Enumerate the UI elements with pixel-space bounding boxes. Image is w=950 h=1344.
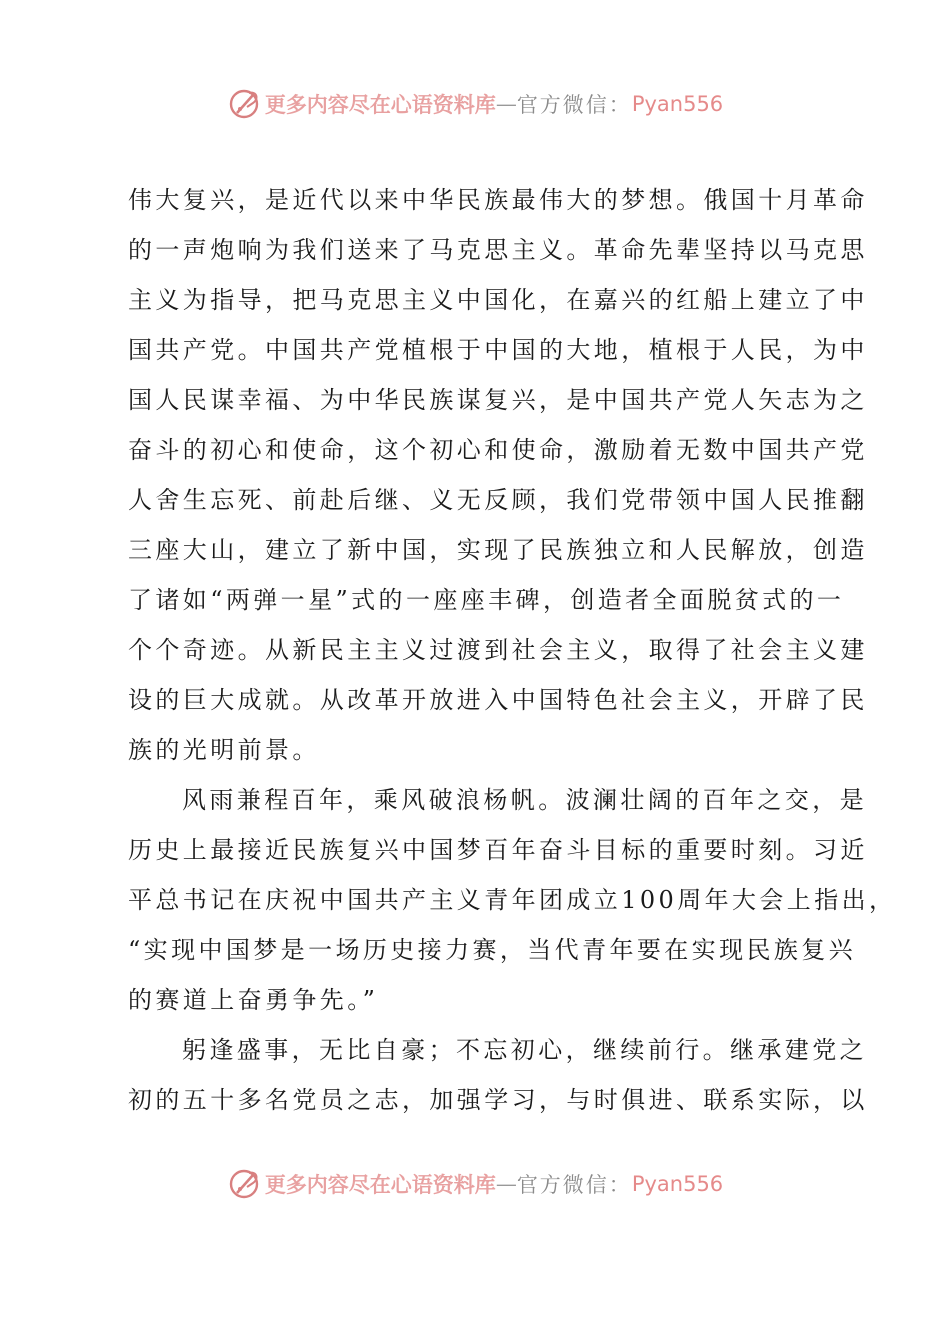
header-brand-text: 更多内容尽在心语资料库 <box>264 92 496 117</box>
header-official-label: 官方微信： <box>516 93 632 117</box>
text-line: 奋斗的初心和使命，这个初心和使命，激励着无数中国共产党 <box>128 436 868 464</box>
text-line: 个个奇迹。从新民主主义过渡到社会主义，取得了社会主义建 <box>128 636 868 664</box>
document-body <box>128 175 897 1125</box>
text-line: 初的五十多名党员之志，加强学习，与时俱进、联系实际，以 <box>128 1086 868 1114</box>
text-line: 伟大复兴，是近代以来中华民族最伟大的梦想。俄国十月革命 <box>128 186 868 214</box>
text-line: 设的巨大成就。从改革开放进入中国特色社会主义，开辟了民 <box>128 686 868 714</box>
text-line: 了诸如“两弹一星”式的一座座丰碑，创造者全面脱贫式的一 <box>128 586 845 614</box>
text-line: 主义为指导，把马克思主义中国化，在嘉兴的红船上建立了中 <box>128 286 868 314</box>
text-line: 三座大山，建立了新中国，实现了民族独立和人民解放，创造 <box>128 536 868 564</box>
text-line: 平总书记在庆祝中国共产主义青年团成立100周年大会上指出， <box>128 886 897 914</box>
footer-wechat-id: Pyan556 <box>631 1172 724 1196</box>
header-banner <box>0 84 950 124</box>
quill-logo-icon <box>227 1167 261 1201</box>
text-line: 族的光明前景。 <box>128 736 320 764</box>
text-line: 人舍生忘死、前赴后继、义无反顾，我们党带领中国人民推翻 <box>128 486 868 514</box>
footer-banner <box>0 1164 950 1204</box>
paragraph-start-line: 风雨兼程百年，乘风破浪杨帆。波澜壮阔的百年之交，是 <box>182 786 867 814</box>
footer-separator: — <box>495 1172 517 1196</box>
header-wechat-id: Pyan556 <box>631 92 724 116</box>
text-line: 国人民谋幸福、为中华民族谋复兴，是中国共产党人矢志为之 <box>128 386 868 414</box>
text-line: 历史上最接近民族复兴中国梦百年奋斗目标的重要时刻。习近 <box>128 836 868 864</box>
header-separator: — <box>495 92 517 116</box>
text-line: 的赛道上奋勇争先。” <box>128 986 379 1014</box>
text-line: 的一声炮响为我们送来了马克思主义。革命先辈坚持以马克思 <box>128 236 868 264</box>
footer-brand-text: 更多内容尽在心语资料库 <box>264 1172 496 1197</box>
paragraph-start-line: 躬逢盛事，无比自豪；不忘初心，继续前行。继承建党之 <box>182 1036 867 1064</box>
text-line: “实现中国梦是一场历史接力赛，当代青年要在实现民族复兴 <box>128 936 857 964</box>
footer-official-label: 官方微信： <box>516 1173 632 1197</box>
text-line: 国共产党。中国共产党植根于中国的大地，植根于人民，为中 <box>128 336 868 364</box>
quill-logo-icon <box>227 87 261 121</box>
